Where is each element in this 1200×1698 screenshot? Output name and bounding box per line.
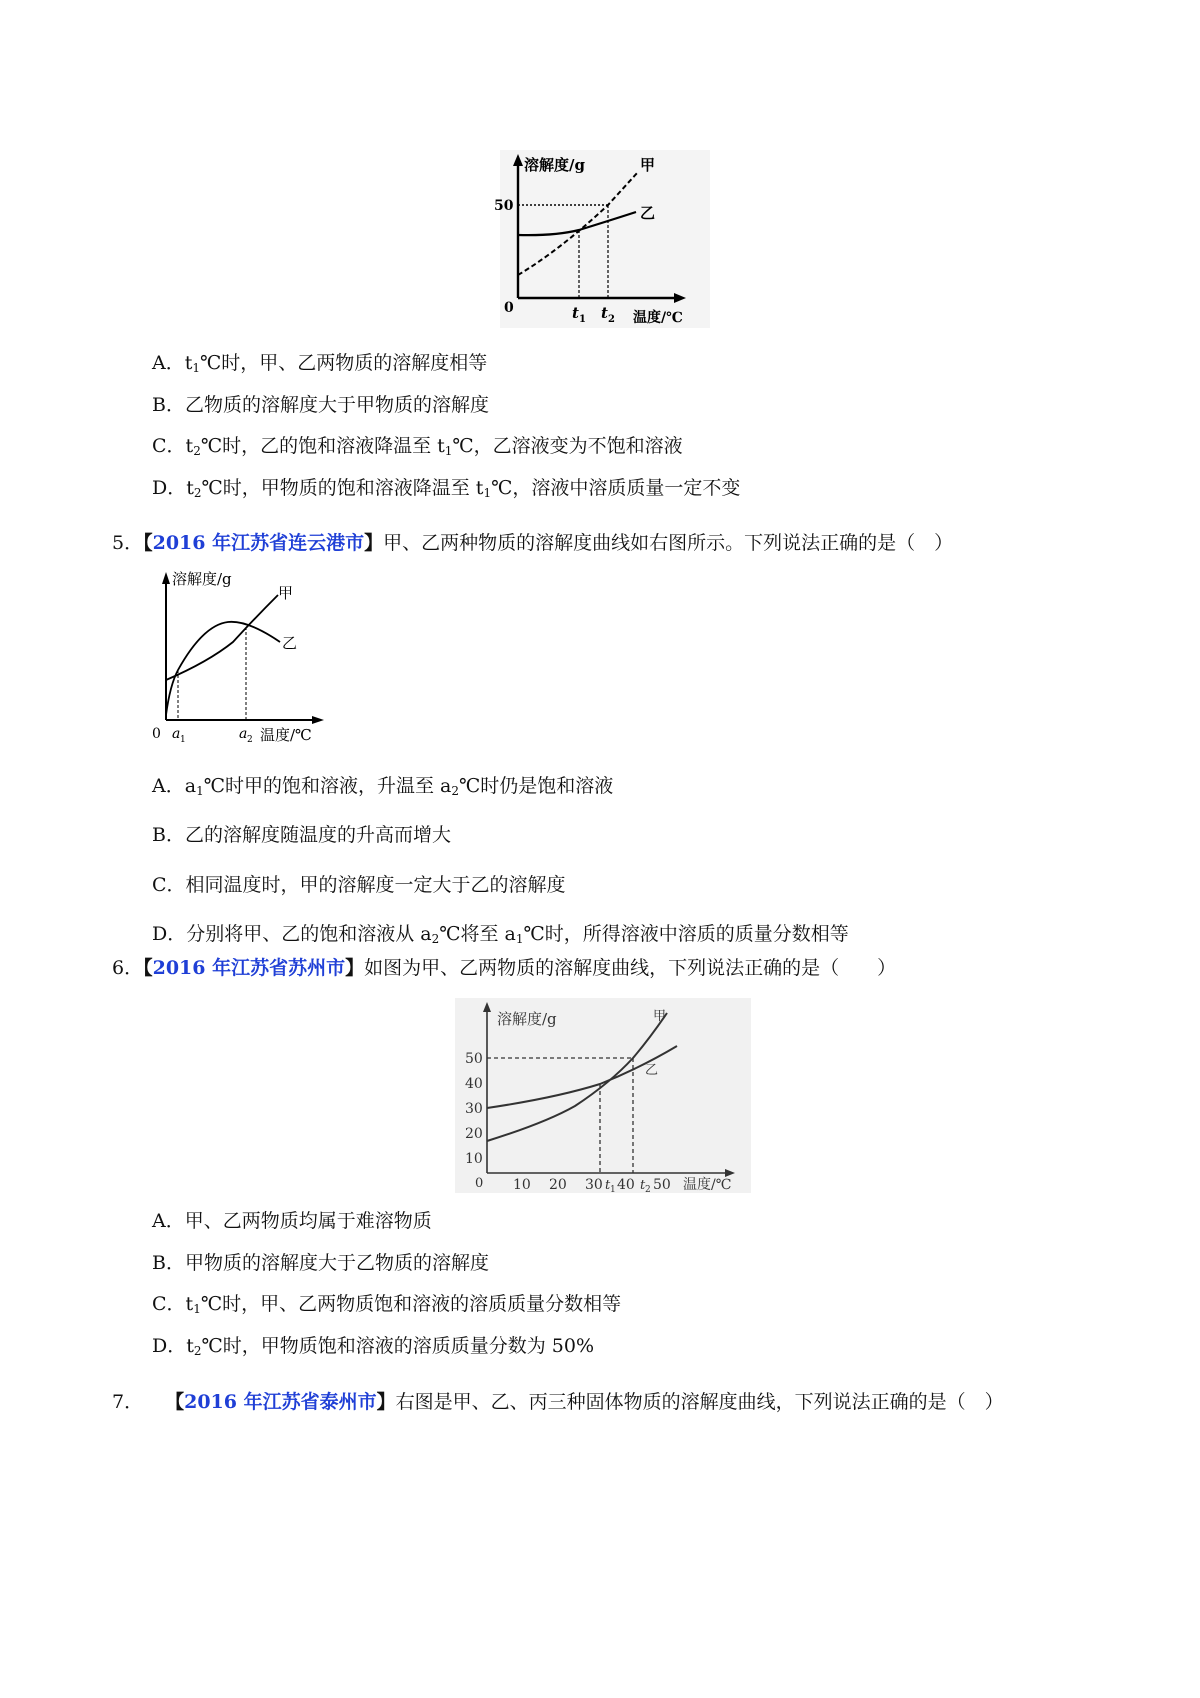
q5-curve-yi: [166, 622, 280, 715]
q6-option-b: B．甲物质的溶解度大于乙物质的溶解度: [152, 1252, 489, 1274]
q6-xtick-10: 10: [513, 1177, 531, 1193]
q4-chart: [494, 150, 710, 328]
q5-origin: 0: [152, 726, 161, 742]
q4-label-yi: 乙: [640, 204, 656, 222]
q5-option-c: C．相同温度时，甲的溶解度一定大于乙的溶解度: [152, 874, 566, 896]
q4-label-jia: 甲: [640, 156, 656, 174]
q5-option-a: A．$a_1℃$时甲的饱和溶液，升温至 $a_2℃$时仍是饱和溶液: [152, 775, 614, 798]
q4-option-d: D．$t_2℃$时，甲物质的饱和溶液降温至 $t_1℃$，溶液中溶质质量一定不变: [152, 477, 741, 500]
q6-ytick-20: 20: [465, 1126, 483, 1142]
q6-chart: [455, 998, 751, 1193]
q5-chart: [148, 570, 348, 748]
q5-source: 2016 年江苏省连云港市: [152, 532, 365, 554]
q4-origin: 0: [504, 300, 514, 316]
q6-ytick-10: 10: [465, 1151, 483, 1167]
q5-option-b: B．乙的溶解度随温度的升高而增大: [152, 824, 451, 846]
q6-source: 2016 年江苏省苏州市: [152, 957, 346, 979]
q7-source: 2016 年江苏省泰州市: [184, 1391, 377, 1413]
q4-ylabel: 溶解度/g: [524, 156, 585, 174]
q6-option-c: C．$t_1℃$时，甲、乙两物质饱和溶液的溶质质量分数相等: [152, 1293, 622, 1316]
svg-text:2: 2: [608, 314, 615, 325]
q6-xlabel: 温度/℃: [683, 1177, 732, 1193]
q6-ytick-40: 40: [465, 1076, 483, 1092]
q5-xlabel: 温度/℃: [260, 726, 312, 744]
q5-stem: 5．【2016 年江苏省连云港市】甲、乙两种物质的溶解度曲线如右图所示。下列说法正确的是（ ）: [112, 532, 954, 554]
q4-t1: t: [572, 304, 579, 322]
q6-xtick-20: 20: [549, 1177, 567, 1193]
q6-xtick-50: 50: [653, 1177, 671, 1193]
q6-label-jia: 甲: [653, 1009, 667, 1024]
q6-ytick-50: 50: [465, 1051, 483, 1067]
q6-origin: 0: [475, 1176, 484, 1191]
svg-text:2: 2: [247, 735, 253, 745]
q6-figure: [455, 998, 751, 1193]
q6-ytick-30: 30: [465, 1101, 483, 1117]
svg-text:2: 2: [645, 1185, 651, 1195]
q6-xtick-30: 30: [585, 1177, 603, 1193]
q6-t1: t: [605, 1178, 611, 1193]
q5-curve-jia: [166, 595, 278, 680]
q5-ylabel: 溶解度/g: [172, 570, 232, 588]
q5-a1: a: [172, 726, 181, 742]
q6-ylabel: 溶解度/g: [497, 1010, 557, 1028]
q5-figure: [148, 570, 348, 748]
q7-stem: 7． 【2016 年江苏省泰州市】右图是甲、乙、丙三种固体物质的溶解度曲线，下列说法正确的是（ ）: [112, 1391, 1004, 1413]
svg-text:1: 1: [180, 735, 186, 745]
q4-figure: [494, 150, 710, 328]
q5-a2: a: [239, 726, 248, 742]
q4-option-b: B．乙物质的溶解度大于甲物质的溶解度: [152, 394, 489, 416]
q4-y50: 50: [494, 198, 514, 214]
q6-xtick-40: 40: [617, 1177, 635, 1193]
q4-option-c: C．$t_2℃$时，乙的饱和溶液降温至 $t_1℃$，乙溶液变为不饱和溶液: [152, 435, 683, 458]
q6-option-d: D．$t_2℃$时，甲物质饱和溶液的溶质质量分数为 50%: [152, 1335, 595, 1358]
q5-label-jia: 甲: [278, 584, 294, 602]
q5-label-yi: 乙: [282, 634, 298, 652]
q5-option-d: D．分别将甲、乙的饱和溶液从 $a_2℃$将至 $a_1℃$时，所得溶液中溶质的质量分数相等: [152, 923, 849, 946]
q6-stem: 6．【2016 年江苏省苏州市】如图为甲、乙两物质的溶解度曲线，下列说法正确的是（ ）: [112, 957, 897, 979]
q4-xlabel: 温度/℃: [633, 310, 683, 326]
svg-text:1: 1: [610, 1185, 616, 1195]
q6-t2: t: [640, 1178, 646, 1193]
q4-option-a: A．$t_1℃$时，甲、乙两物质的溶解度相等: [152, 352, 488, 375]
q6-option-a: A．甲、乙两物质均属于难溶物质: [152, 1210, 432, 1232]
q4-t2: t: [601, 304, 608, 322]
svg-text:1: 1: [579, 314, 586, 325]
q6-label-yi: 乙: [645, 1063, 659, 1078]
